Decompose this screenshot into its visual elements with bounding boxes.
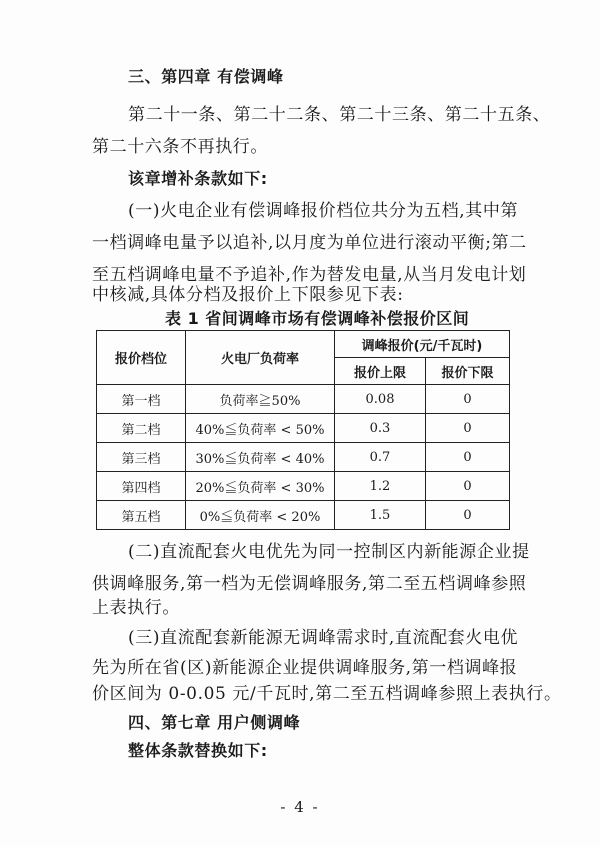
cell-upper: 0.7 (335, 443, 426, 472)
cell-tier: 第一档 (97, 385, 186, 414)
para3-line1: (三)直流配套新能源无调峰需求时,直流配套火电优 (128, 628, 519, 648)
cell-lower: 0 (426, 414, 510, 443)
table-caption: 表 1 省间调峰市场有偿调峰补偿报价区间 (165, 309, 470, 328)
cell-tier: 第四档 (97, 472, 186, 501)
cell-tier: 第三档 (97, 443, 186, 472)
page-number: - 4 - (280, 798, 320, 816)
para1-line1: (一)火电企业有偿调峰报价档位共分为五档,其中第 (128, 201, 519, 221)
header-upper: 报价上限 (335, 358, 426, 385)
cell-tier: 第二档 (97, 414, 186, 443)
section3-line2: 第二十六条不再执行。 (92, 137, 268, 157)
cell-upper: 0.3 (335, 414, 426, 443)
para2-line3: 上表执行。 (92, 598, 180, 618)
para1-line3: 至五档调峰电量不予追补,作为替发电量,从当月发电计划 (92, 265, 527, 285)
section4-subheading: 整体条款替换如下: (128, 741, 268, 760)
cell-lower: 0 (426, 472, 510, 501)
cell-rate: 0%≦负荷率 < 20% (186, 501, 335, 530)
section4-heading: 四、第七章 用户侧调峰 (128, 713, 301, 732)
header-lower: 报价下限 (426, 358, 510, 385)
para2-line2: 供调峰服务,第一档为无偿调峰服务,第二至五档调峰参照 (92, 574, 527, 594)
table-row (97, 385, 510, 414)
cell-lower: 0 (426, 501, 510, 530)
section3-added-heading: 该章增补条款如下: (128, 169, 268, 188)
cell-rate: 30%≦负荷率 < 40% (186, 443, 335, 472)
table-row (97, 472, 510, 501)
cell-rate: 20%≦负荷率 < 30% (186, 472, 335, 501)
rates-table (96, 330, 510, 530)
section3-line1: 第二十一条、第二十二条、第二十三条、第二十五条、 (128, 105, 551, 125)
cell-lower: 0 (426, 385, 510, 414)
cell-rate: 40%≦负荷率 < 50% (186, 414, 335, 443)
cell-upper: 1.2 (335, 472, 426, 501)
header-tier: 报价档位 (97, 331, 186, 385)
para2-line1: (二)直流配套火电优先为同一控制区内新能源企业提 (128, 542, 530, 562)
table-row (97, 443, 510, 472)
header-price-group: 调峰报价(元/千瓦时) (335, 331, 510, 358)
section3-heading: 三、第四章 有偿调峰 (128, 67, 284, 86)
cell-tier: 第五档 (97, 501, 186, 530)
para1-line2: 一档调峰电量予以追补,以月度为单位进行滚动平衡;第二 (92, 233, 527, 253)
cell-upper: 1.5 (335, 501, 426, 530)
para3-line2: 先为所在省(区)新能源企业提供调峰服务,第一档调峰报 (92, 658, 518, 678)
header-load-rate: 火电厂负荷率 (186, 331, 335, 385)
table-row (97, 414, 510, 443)
cell-lower: 0 (426, 443, 510, 472)
cell-upper: 0.08 (335, 385, 426, 414)
para3-line3: 价区间为 0-0.05 元/千瓦时,第二至五档调峰参照上表执行。 (92, 684, 562, 704)
table-row (97, 501, 510, 530)
cell-rate: 负荷率≧50% (186, 385, 335, 414)
para1-line4: 中核减,具体分档及报价上下限参见下表: (92, 285, 404, 305)
